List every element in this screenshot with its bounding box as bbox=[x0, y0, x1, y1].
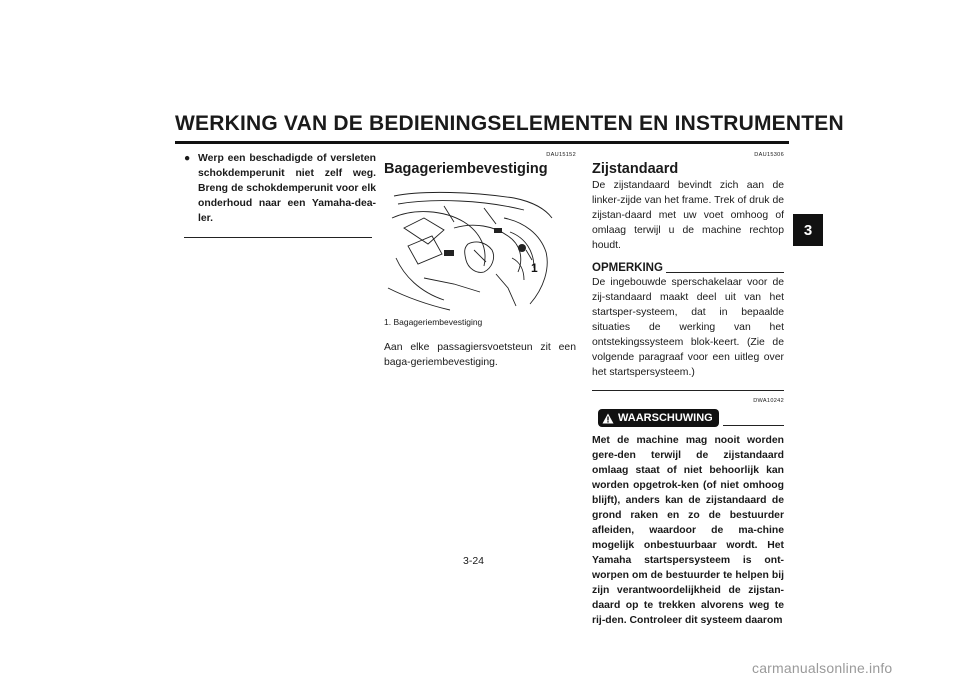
watermark: carmanualsonline.info bbox=[752, 660, 893, 676]
warning-text: Met de machine mag nooit worden gere-den terwijl de zijstandaard omlaag staat of niet behoorlijk kan worden opgetrok-ken (of niet omhoog blijft), anders kan de zijstandaard de grond raken en zo de bestuurder afleiden, waardoor de ma-chine mogelijk onbestuurbaar wordt. Het Yamaha startspersysteem is ont-worpen om de bestuurder te helpen bij zijn verantwoordelijkheid de zijstan-daard op te trekken alvorens weg te rij-den. Controleer dit systeem daarom bbox=[592, 435, 784, 626]
page-header-title: WERKING VAN DE BEDIENINGSELEMENTEN EN INSTRUMENTEN bbox=[175, 112, 844, 135]
section-title: Zijstandaard bbox=[592, 161, 679, 177]
section-title: Bagageriembevestiging bbox=[384, 161, 548, 177]
section-code: DAU15152 bbox=[546, 152, 576, 158]
header-rule bbox=[175, 141, 789, 144]
warning-code: DWA10242 bbox=[753, 398, 784, 404]
column-2 bbox=[384, 151, 576, 370]
column-1 bbox=[184, 151, 376, 238]
luggage-strap-holder-illustration bbox=[384, 188, 554, 314]
column-3 bbox=[592, 151, 784, 628]
warning-triangle-icon bbox=[602, 413, 614, 424]
page-number: 3-24 bbox=[463, 555, 485, 567]
callout-number: 1 bbox=[531, 261, 538, 275]
warning-badge bbox=[598, 409, 719, 427]
warning-rule bbox=[723, 425, 784, 426]
figure-caption: 1. Bagageriembevestiging bbox=[384, 317, 483, 327]
section-paragraph: De zijstandaard bevindt zich aan de linker-zijde van het frame. Trek of druk de zijstan-daard met uw voet omhoog of omlaag terwijl u de machine rechtop houdt. bbox=[592, 180, 784, 251]
warning-bullet bbox=[184, 151, 376, 226]
note-text: De ingebouwde sperschakelaar voor de zij-standaard maakt deel uit van het startsper-systeem, dat in bepaalde situaties de werking van het ontstekingssysteem blok-keert. (Zie de volgende paragraaf voor een uitleg over het startspersysteem.) bbox=[592, 277, 784, 378]
motorcycle-rear-drawing bbox=[384, 188, 554, 314]
section-paragraph: Aan elke passagiersvoetsteun zit een baga-geriembevestiging. bbox=[384, 342, 576, 368]
bullet-text: Werp een beschadigde of versleten schokdemperunit niet zelf weg. Breng de schokdemperunit voor elk onderhoud naar een Yamaha-dea-ler. bbox=[198, 153, 376, 224]
chapter-tab: 3 bbox=[793, 214, 823, 246]
note-rule bbox=[666, 272, 784, 273]
section-end-rule bbox=[184, 237, 372, 238]
warning-label: WAARSCHUWING bbox=[618, 412, 713, 424]
warning-heading bbox=[592, 409, 784, 427]
note-heading bbox=[592, 261, 784, 275]
bullet-icon: ● bbox=[184, 153, 191, 164]
note-label: OPMERKING bbox=[592, 262, 663, 274]
section-code: DAU15306 bbox=[754, 152, 784, 158]
note-end-rule bbox=[592, 390, 784, 391]
